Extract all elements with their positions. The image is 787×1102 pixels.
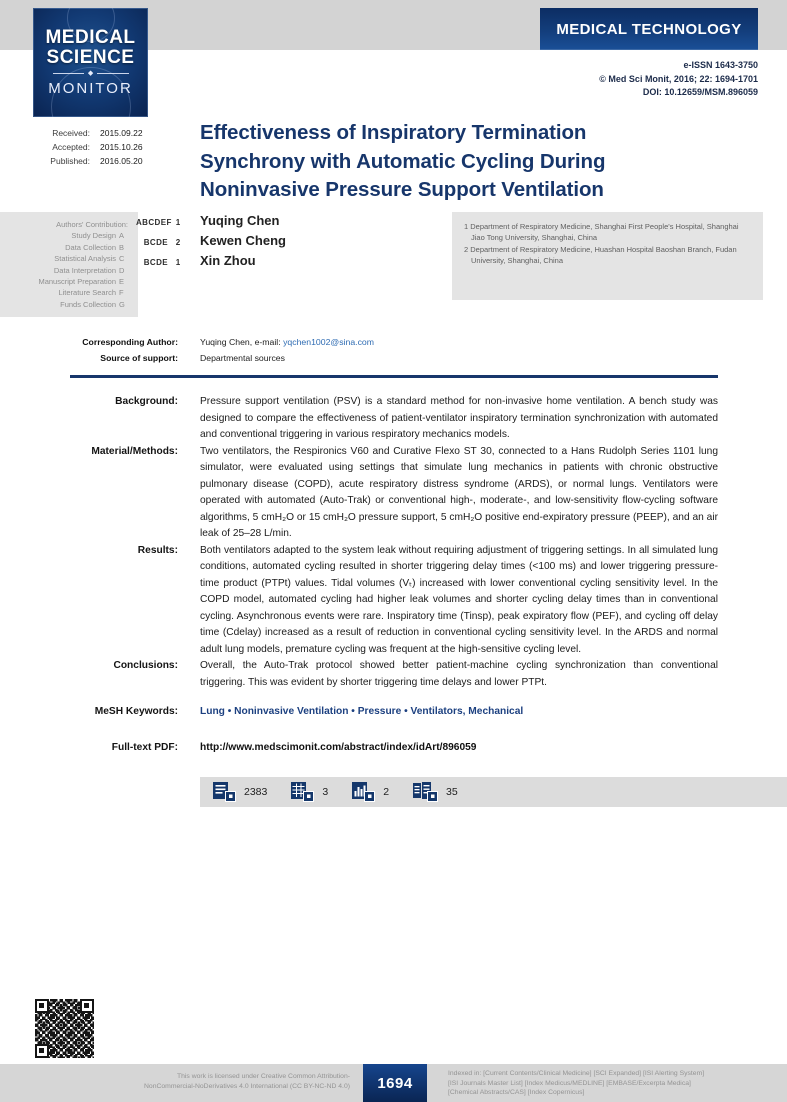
conclusions-label: Conclusions: xyxy=(113,660,178,671)
word-count-metric xyxy=(213,782,267,802)
contribution-label: Data Collection xyxy=(65,242,116,252)
title-line: Effectiveness of Inspiratory Termination xyxy=(200,121,587,144)
accepted-date: 2015.10.26 xyxy=(100,142,143,152)
contribution-item xyxy=(0,242,128,253)
abstract-section-background xyxy=(0,394,787,444)
contribution-code: B xyxy=(119,242,125,252)
contribution-heading: Authors' Contribution: xyxy=(56,220,128,229)
abstract-block xyxy=(0,394,787,807)
published-date: 2016.05.20 xyxy=(100,156,143,166)
contribution-label: Study Design xyxy=(71,231,116,241)
corresponding-author-text: Yuqing Chen, e-mail: xyxy=(200,337,284,347)
journal-doi: DOI: 10.12659/MSM.896059 xyxy=(642,87,758,97)
author-contribution-codes: ABCDEF xyxy=(136,218,172,227)
fulltext-pdf-url[interactable]: http://www.medscimonit.com/abstract/index/idArt/896059 xyxy=(200,741,477,753)
references-count-value: 35 xyxy=(446,786,458,798)
figures-metric xyxy=(352,782,389,802)
qr-pattern xyxy=(35,999,94,1058)
footer-bar xyxy=(0,1064,787,1102)
abstract-section-methods xyxy=(0,444,787,543)
received-row xyxy=(35,126,143,140)
received-date: 2015.09.22 xyxy=(100,128,143,138)
mesh-keywords-label: MeSH Keywords: xyxy=(94,706,178,717)
mesh-keywords-text: Lung • Noninvasive Ventilation • Pressure • Ventilators, Mechanical xyxy=(200,706,524,717)
conclusions-text: Overall, the Auto-Trak protocol showed better patient-machine cycling synchronization than conventional triggering. This was evident by shorter triggering time delays and lower PTPt. xyxy=(200,660,718,688)
fulltext-pdf-row xyxy=(0,740,787,757)
article-title xyxy=(200,119,765,205)
contribution-label: Statistical Analysis xyxy=(54,254,116,264)
references-metric xyxy=(413,782,458,802)
license-line: NonCommercial-NoDerivatives 4.0 International (CC BY-NC-ND 4.0) xyxy=(144,1082,350,1090)
abstract-section-conclusions xyxy=(0,658,787,691)
source-of-support-row xyxy=(0,352,740,366)
references-icon xyxy=(413,782,439,802)
contribution-label: Data Interpretation xyxy=(53,265,116,275)
logo-divider-bar xyxy=(97,73,128,74)
author-name: Kewen Cheng xyxy=(200,233,286,248)
corresponding-author-label: Corresponding Author: xyxy=(82,337,178,347)
contribution-code: E xyxy=(119,277,125,287)
journal-info xyxy=(599,59,758,100)
qr-finder-icon xyxy=(35,999,49,1013)
contribution-label: Manuscript Preparation xyxy=(38,277,116,287)
tables-icon xyxy=(291,782,315,802)
published-row xyxy=(35,154,143,168)
author-contribution-codes: BCDE xyxy=(143,258,168,267)
author-list xyxy=(136,213,286,273)
author-contribution-codes: BCDE xyxy=(143,238,168,247)
author-affiliation-number: 2 xyxy=(175,238,181,247)
contribution-code: A xyxy=(119,231,125,241)
contribution-item xyxy=(0,253,128,264)
divider-rule xyxy=(70,375,718,378)
source-of-support-label: Source of support: xyxy=(100,352,178,363)
contribution-label: Literature Search xyxy=(58,288,116,298)
author-name: Xin Zhou xyxy=(200,253,256,268)
background-text: Pressure support ventilation (PSV) is a standard method for non-invasive home ventilation. A bench study was designed to compare the effectiveness of patient-ventilator inspiratory termination synchronization with automated and conventional triggering in various respiratory mechanics models. xyxy=(200,396,718,440)
author-affiliation-number: 1 xyxy=(175,258,181,267)
logo-divider-bar xyxy=(53,73,84,74)
diamond-icon: ◆ xyxy=(87,70,94,77)
contribution-item xyxy=(0,276,128,287)
contribution-item xyxy=(0,287,128,298)
journal-citation: © Med Sci Monit, 2016; 22: 1694-1701 xyxy=(599,73,758,84)
received-label: Received: xyxy=(52,128,90,138)
author-row xyxy=(136,213,286,233)
abstract-section-results xyxy=(0,543,787,659)
indexed-line: [ISI Journals Master List] [Index Medicus/MEDLINE] [EMBASE/Excerpta Medica] xyxy=(448,1079,691,1087)
methods-text: Two ventilators, the Respironics V60 and Curative Flexo ST 30, connected to a Hans Rudolph Series 1101 lung simulator, were evaluated using settings that simulate lung mechanics in patients with chronic obstructive pulmonary disease (COPD), acute respiratory distress syndrome (ARDS), or normal lungs. Ventilators were operated with automated (Auto-Trak) or conventional high-, moderate-, and low-sensitivity flow-cycling software algorithms, 5 cmH₂O or 15 cmH₂O pressure support, 5 cmH₂O positive end-expiratory pressure (PEEP), and an air leak of 25–28 L/min. xyxy=(200,445,718,539)
word-count-icon xyxy=(213,782,237,802)
email-link[interactable]: yqchen1002@sina.com xyxy=(283,337,374,347)
fulltext-pdf-label: Full-text PDF: xyxy=(111,741,178,753)
section-banner: MEDICAL TECHNOLOGY xyxy=(540,8,758,50)
contribution-code: G xyxy=(119,299,125,309)
logo-text-monitor: MONITOR xyxy=(48,80,133,97)
contribution-code: F xyxy=(119,288,124,298)
contribution-code: D xyxy=(119,265,125,275)
contribution-item xyxy=(0,299,128,310)
author-affiliation-number: 1 xyxy=(175,218,181,227)
indexed-line: Indexed in: [Current Contents/Clinical Medicine] [SCI Expanded] [ISI Alerting System] xyxy=(448,1070,705,1077)
qr-code xyxy=(33,997,96,1060)
results-text: Both ventilators adapted to the system leak without requiring adjustment of triggering settings. In all simulated lung conditions, automated cycling resulted in shorter triggering delay times (<100 ms) and lower triggering pressure-time product (PTPt) values. Tidal volumes (Vₜ) increased with lower conventional cycling sensitivity level. In the COPD model, automated cycling had higher leak volumes and shorter cycling delay times than in conventional cycling. Asynchronous events were rare. Inspiratory time (Tinsp), peak expiratory flow (PEF), and cycling off delay time (Cdelay) increased as a result of reduction in conventional cycling sensitivity level. In the ARDS and normal adult lung models, premature cycling was frequent at the high-sensitive cycling level. xyxy=(200,544,718,655)
corresponding-author-value xyxy=(200,336,720,350)
license-line: This work is licensed under Creative Common Attribution- xyxy=(176,1073,350,1080)
journal-eissn: e-ISSN 1643-3750 xyxy=(683,60,758,70)
qr-finder-icon xyxy=(35,1044,49,1058)
methods-label: Material/Methods: xyxy=(91,445,178,457)
indexed-in-text xyxy=(448,1069,778,1098)
author-row xyxy=(136,253,286,273)
logo-text-medical: MEDICAL xyxy=(45,27,136,48)
mesh-keywords-row xyxy=(0,704,787,721)
corresponding-author-row xyxy=(0,336,740,350)
affiliation-item: 1 Department of Respiratory Medicine, Shanghai First People's Hospital, Shanghai Jiao Tong University, Shanghai, China xyxy=(464,222,739,242)
contribution-label: Funds Collection xyxy=(60,299,116,309)
license-text xyxy=(60,1072,350,1091)
accepted-label: Accepted: xyxy=(52,142,90,152)
affiliations-panel xyxy=(452,212,763,300)
figures-icon xyxy=(352,782,376,802)
contribution-item xyxy=(0,265,128,276)
results-label: Results: xyxy=(137,544,178,556)
author-row xyxy=(136,233,286,253)
journal-logo xyxy=(33,8,148,117)
affiliation-item: 2 Department of Respiratory Medicine, Huashan Hospital Baoshan Branch, Fudan University, Shanghai, China xyxy=(464,245,737,265)
article-dates xyxy=(35,126,143,168)
page-number-badge: 1694 xyxy=(363,1064,427,1102)
accepted-row xyxy=(35,140,143,154)
indexed-line: [Chemical Abstracts/CAS] [Index Copernicus] xyxy=(448,1089,585,1096)
title-line: Noninvasive Pressure Support Ventilation xyxy=(200,178,604,201)
logo-divider xyxy=(53,70,129,77)
figures-count-value: 2 xyxy=(383,786,390,798)
background-label: Background: xyxy=(115,396,178,407)
tables-count-value: 3 xyxy=(322,786,329,798)
qr-finder-icon xyxy=(80,999,94,1013)
author-name: Yuqing Chen xyxy=(200,213,280,228)
published-label: Published: xyxy=(50,156,90,166)
contribution-code: C xyxy=(119,254,125,264)
authors-contribution-panel xyxy=(0,212,138,317)
correspondence-block xyxy=(0,336,740,367)
tables-metric xyxy=(291,782,328,802)
title-line: Synchrony with Automatic Cycling During xyxy=(200,149,606,173)
article-metrics-bar xyxy=(200,777,787,807)
contribution-item xyxy=(0,230,128,241)
logo-text-science: SCIENCE xyxy=(46,47,135,68)
source-of-support-value: Departmental sources xyxy=(200,352,285,363)
word-count-value: 2383 xyxy=(244,786,268,798)
